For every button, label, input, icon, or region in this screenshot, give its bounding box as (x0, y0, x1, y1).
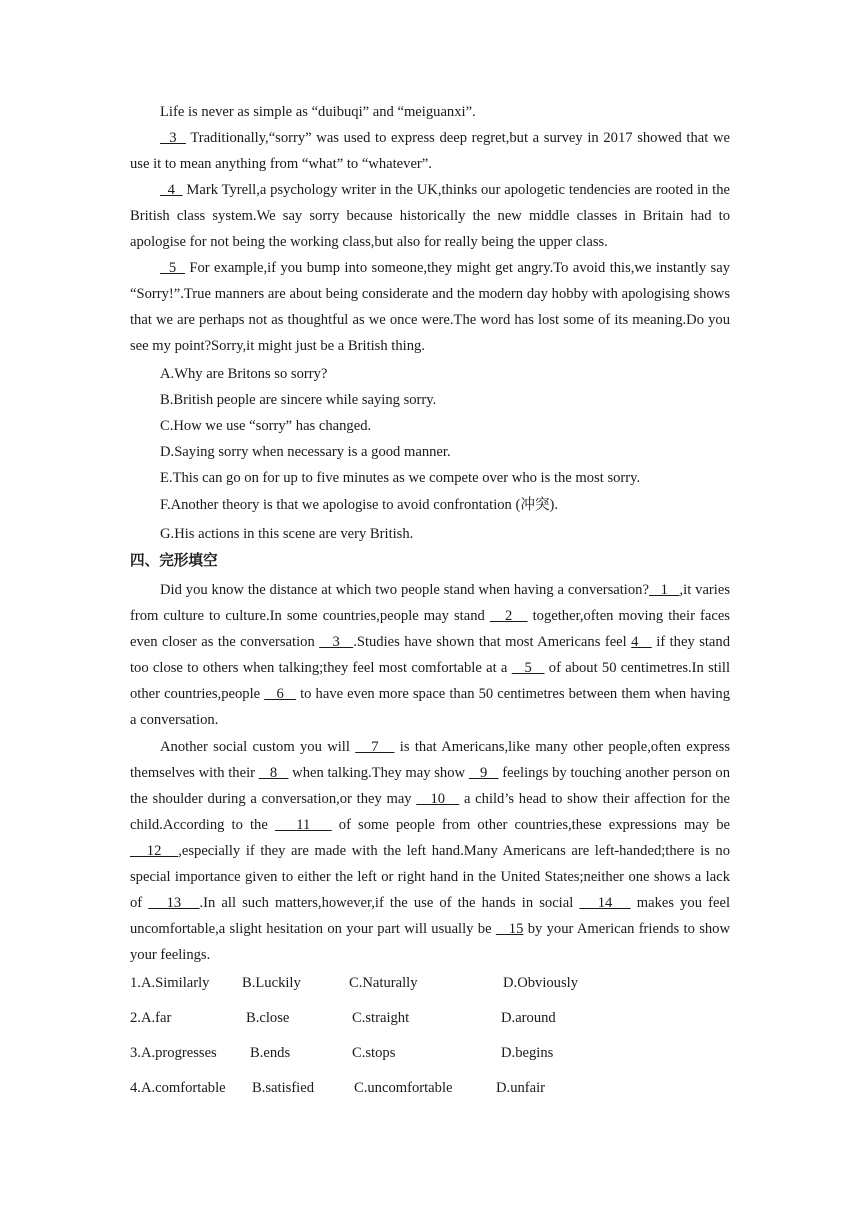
cloze-text: is that Americans,like many other people,often express themselves with their (130, 739, 730, 781)
cloze-text: Did you know the distance at which two people stand when having a conversation? (160, 582, 649, 598)
cloze-blank-15: 15 (495, 921, 524, 937)
cloze-blank-13: 13 (148, 895, 200, 911)
cloze-blank-10: 10 (416, 791, 460, 807)
question-4-option-c: C.uncomfortable (354, 1080, 453, 1096)
question-4-option-b: B.satisfied (252, 1080, 315, 1096)
paragraph-blank-4 (130, 177, 730, 255)
cloze-paragraph-1 (130, 577, 730, 733)
question-1-option-a: 1.A.Similarly (130, 975, 210, 991)
option-b: B.British people are sincere while saying sorry. (160, 392, 437, 408)
cloze-blank-4: 4 (631, 634, 652, 650)
cloze-text: of about 50 centimetres.In still other countries,people (130, 660, 731, 702)
question-4-option-d: D.unfair (496, 1080, 546, 1096)
option-d: D.Saying sorry when necessary is a good manner. (160, 444, 451, 460)
paragraph-5-text: For example,if you bump into someone,they might get angry.To avoid this,we instantly say “Sorry!”.True manners are about being considerate and the modern day hobby with apologising shows that we are perhaps not as thoughtful as we once were.The word has lost some of its meaning.Do you see my point?Sorry,it might just be a British thing. (130, 260, 730, 354)
question-3-option-c: C.stops (352, 1045, 396, 1061)
cloze-text: ,especially if they are made with the left hand.Many Americans are left-handed;there is no special importance given to either the left or right hand in the United States;neither one shows a lack of (130, 843, 731, 911)
intro-paragraph (130, 99, 730, 125)
question-2-option-a: 2.A.far (130, 1010, 172, 1026)
question-3-option-d: D.begins (501, 1045, 554, 1061)
cloze-blank-12: 12 (130, 843, 179, 859)
cloze-blank-2: 2 (489, 608, 528, 624)
option-c: C.How we use “sorry” has changed. (160, 418, 372, 434)
cloze-text: by your American friends to show your feelings. (130, 921, 731, 963)
cloze-blank-6: 6 (264, 686, 297, 702)
question-3-option-a: 3.A.progresses (130, 1045, 217, 1061)
cloze-text: when talking.They may show (288, 765, 469, 781)
blank-3: 3 (160, 130, 186, 146)
question-2-option-d: D.around (501, 1010, 556, 1026)
cloze-text: a child’s head to show their affection for the child.According to the (130, 791, 731, 833)
question-1-option-c: C.Naturally (349, 975, 418, 991)
option-e: E.This can go on for up to five minutes as we compete over who is the most sorry. (160, 470, 641, 486)
cloze-text: feelings by touching another person on the shoulder during a conversation,or they may (130, 765, 730, 807)
paragraph-blank-5 (130, 255, 730, 359)
cloze-text: Another social custom you will (160, 739, 356, 755)
paragraph-blank-3 (130, 125, 730, 177)
cloze-blank-8: 8 (258, 765, 289, 781)
option-f: F.Another theory is that we apologise to avoid confrontation (冲突). (160, 497, 559, 513)
section-heading: 四、完形填空 (130, 552, 218, 569)
cloze-paragraph-2 (130, 734, 730, 968)
option-a: A.Why are Britons so sorry? (160, 366, 328, 382)
cloze-blank-5: 5 (511, 660, 545, 676)
question-1-option-b: B.Luckily (242, 975, 301, 991)
cloze-text: to have even more space than 50 centimetres between them when having a conversation. (130, 686, 730, 728)
intro-text: Life is never as simple as “duibuqi” and “meiguanxi”. (160, 104, 476, 120)
cloze-text: .Studies have shown that most Americans feel (353, 634, 632, 650)
paragraph-3-text: Traditionally,“sorry” was used to express deep regret,but a survey in 2017 showed that we use it to mean anything from “what” to “whatever”. (130, 130, 730, 172)
question-2-option-c: C.straight (352, 1010, 410, 1026)
option-g: G.His actions in this scene are very British. (160, 526, 414, 542)
question-4-option-a: 4.A.comfortable (130, 1080, 226, 1096)
cloze-blank-7: 7 (355, 739, 395, 755)
cloze-text: makes you feel uncomfortable,a slight hesitation on your part will usually be (130, 895, 731, 937)
cloze-text: ,it varies from culture to culture.In some countries,people may stand (130, 582, 730, 624)
cloze-blank-9: 9 (468, 765, 499, 781)
cloze-blank-11: 11 (274, 817, 332, 833)
cloze-blank-14: 14 (579, 895, 631, 911)
cloze-text: together,often moving their faces even closer as the conversation (130, 608, 730, 650)
cloze-text: .In all such matters,however,if the use of the hands in social (199, 895, 580, 911)
paragraph-4-text: Mark Tyrell,a psychology writer in the UK,thinks our apologetic tendencies are rooted in the British class system.We say sorry because historically the new middle classes in Britain had to apologise for not being the working class,but also for really being the upper class. (130, 182, 730, 250)
cloze-text: of some people from other countries,these expressions may be (331, 817, 730, 833)
cloze-text: if they stand too close to others when talking;they feel most comfortable at a (130, 634, 731, 676)
blank-5: 5 (160, 260, 185, 276)
blank-4: 4 (160, 182, 183, 198)
cloze-blank-3: 3 (319, 634, 354, 650)
question-2-option-b: B.close (246, 1010, 290, 1026)
cloze-blank-1: 1 (648, 582, 680, 598)
question-1-option-d: D.Obviously (503, 975, 578, 991)
question-3-option-b: B.ends (250, 1045, 291, 1061)
